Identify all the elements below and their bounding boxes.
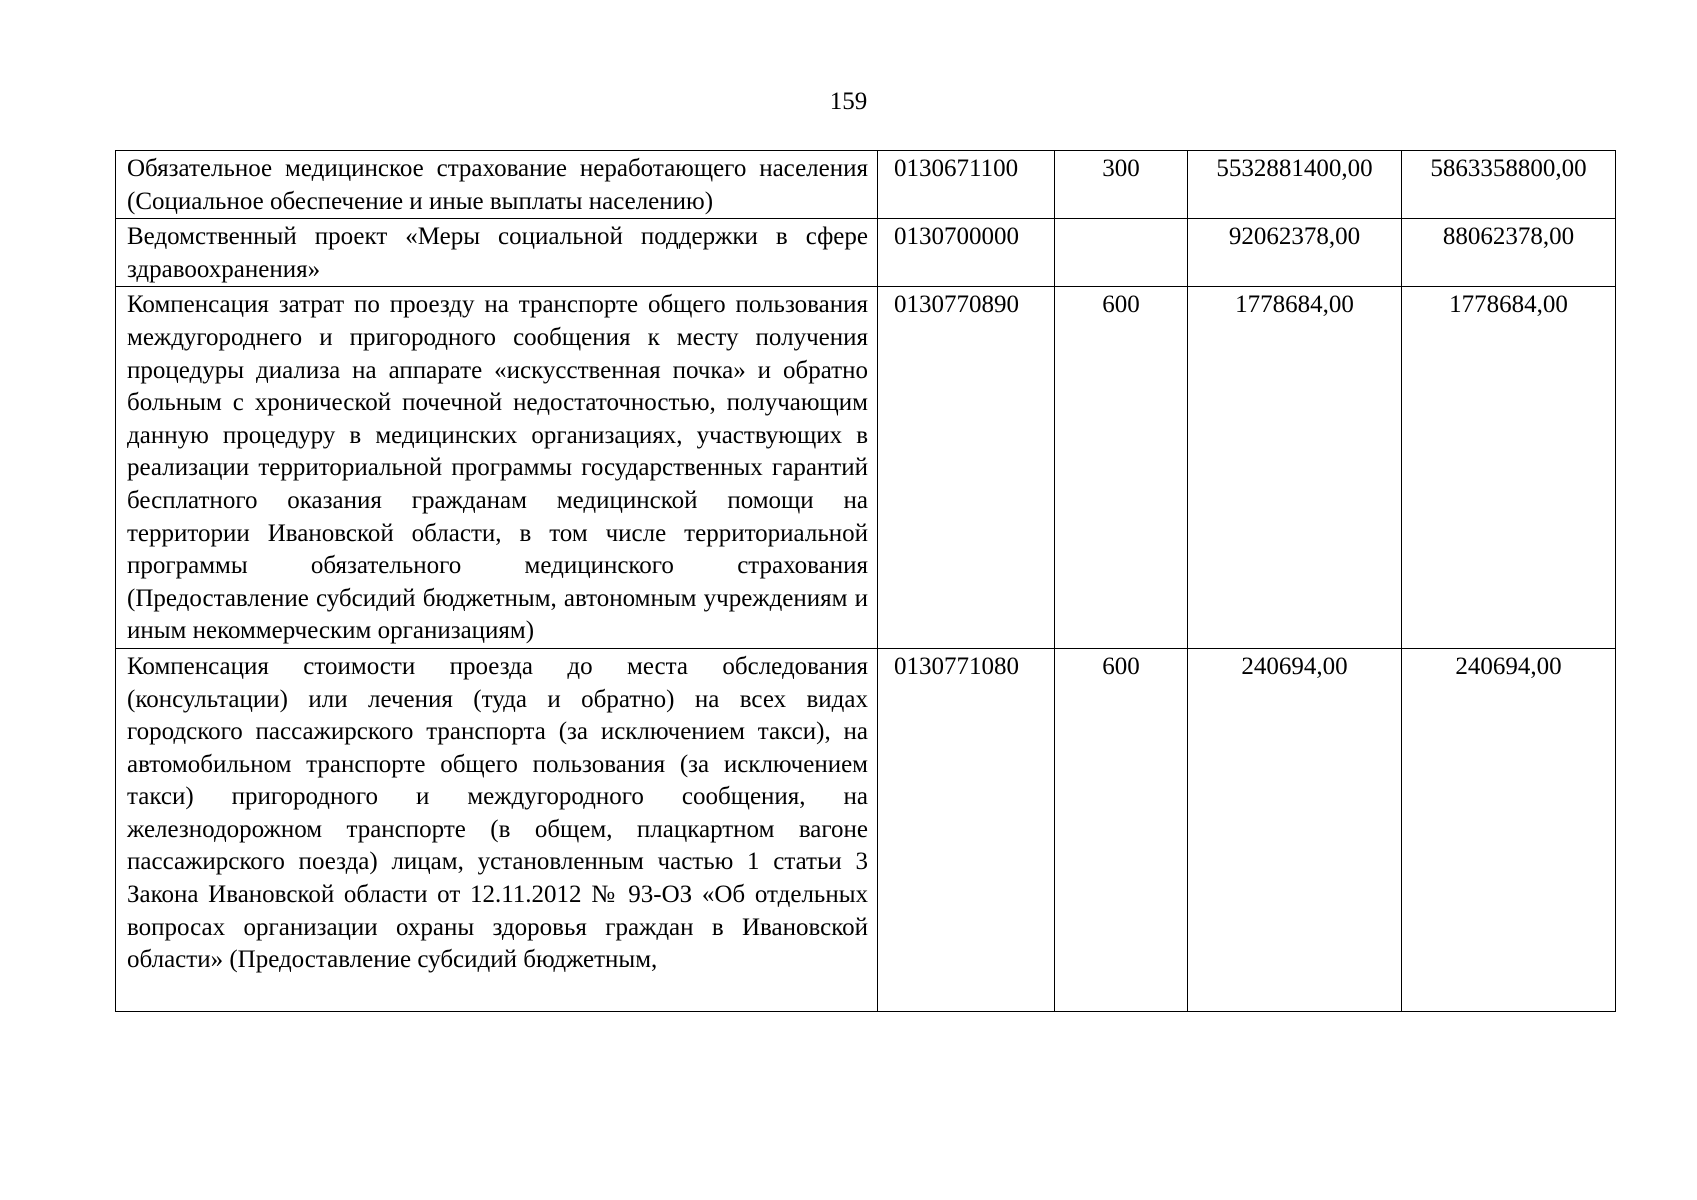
row-description: Обязательное медицинское страхование неработающего населения (Социальное обеспечение и иные выплаты населению): [116, 151, 878, 219]
row-expense-type: 300: [1055, 151, 1188, 219]
row-expense-type: 600: [1055, 648, 1188, 1011]
row-target-code: 0130671100: [878, 151, 1055, 219]
page-number: 159: [829, 88, 868, 115]
row-amount-1: 1778684,00: [1188, 287, 1402, 649]
row-target-code: 0130770890: [878, 287, 1055, 649]
row-amount-1: 5532881400,00: [1188, 151, 1402, 219]
table-row: [116, 151, 1616, 219]
row-description: Компенсация стоимости проезда до места обследования (консультации) или лечения (туда и обратно) на всех видах городского пассажирского транспорта (за исключением такси), на автомобильном транспорте общего пользования (за исключением такси) пригородного и междугородного сообщения, на железнодорожном транспорте (в общем, плацкартном вагоне пассажирского поезда) лицам, установленным частью 1 статьи 3 Закона Ивановской области от 12.11.2012 № 93-ОЗ «Об отдельных вопросах организации охраны здоровья граждан в Ивановской области» (Предоставление субсидий бюджетным,: [116, 648, 878, 1011]
table-row: [116, 287, 1616, 649]
row-amount-1: 92062378,00: [1188, 219, 1402, 287]
row-amount-2: 1778684,00: [1402, 287, 1616, 649]
row-amount-2: 240694,00: [1402, 648, 1616, 1011]
row-expense-type: [1055, 219, 1188, 287]
row-target-code: 0130700000: [878, 219, 1055, 287]
table-row: [116, 648, 1616, 1011]
budget-table: [115, 150, 1616, 1012]
row-amount-2: 5863358800,00: [1402, 151, 1616, 219]
row-target-code: 0130771080: [878, 648, 1055, 1011]
row-amount-1: 240694,00: [1188, 648, 1402, 1011]
table-row: [116, 219, 1616, 287]
row-description: Ведомственный проект «Меры социальной поддержки в сфере здравоохранения»: [116, 219, 878, 287]
row-description: Компенсация затрат по проезду на транспорте общего пользования междугороднего и пригородного сообщения к месту получения процедуры диализа на аппарате «искусственная почка» и обратно больным с хронической почечной недостаточностью, получающим данную процедуру в медицинских организациях, участвующих в реализации территориальной программы государственных гарантий бесплатного оказания гражданам медицинской помощи на территории Ивановской области, в том числе территориальной программы обязательного медицинского страхования (Предоставление субсидий бюджетным, автономным учреждениям и иным некоммерческим организациям): [116, 287, 878, 649]
row-amount-2: 88062378,00: [1402, 219, 1616, 287]
row-expense-type: 600: [1055, 287, 1188, 649]
